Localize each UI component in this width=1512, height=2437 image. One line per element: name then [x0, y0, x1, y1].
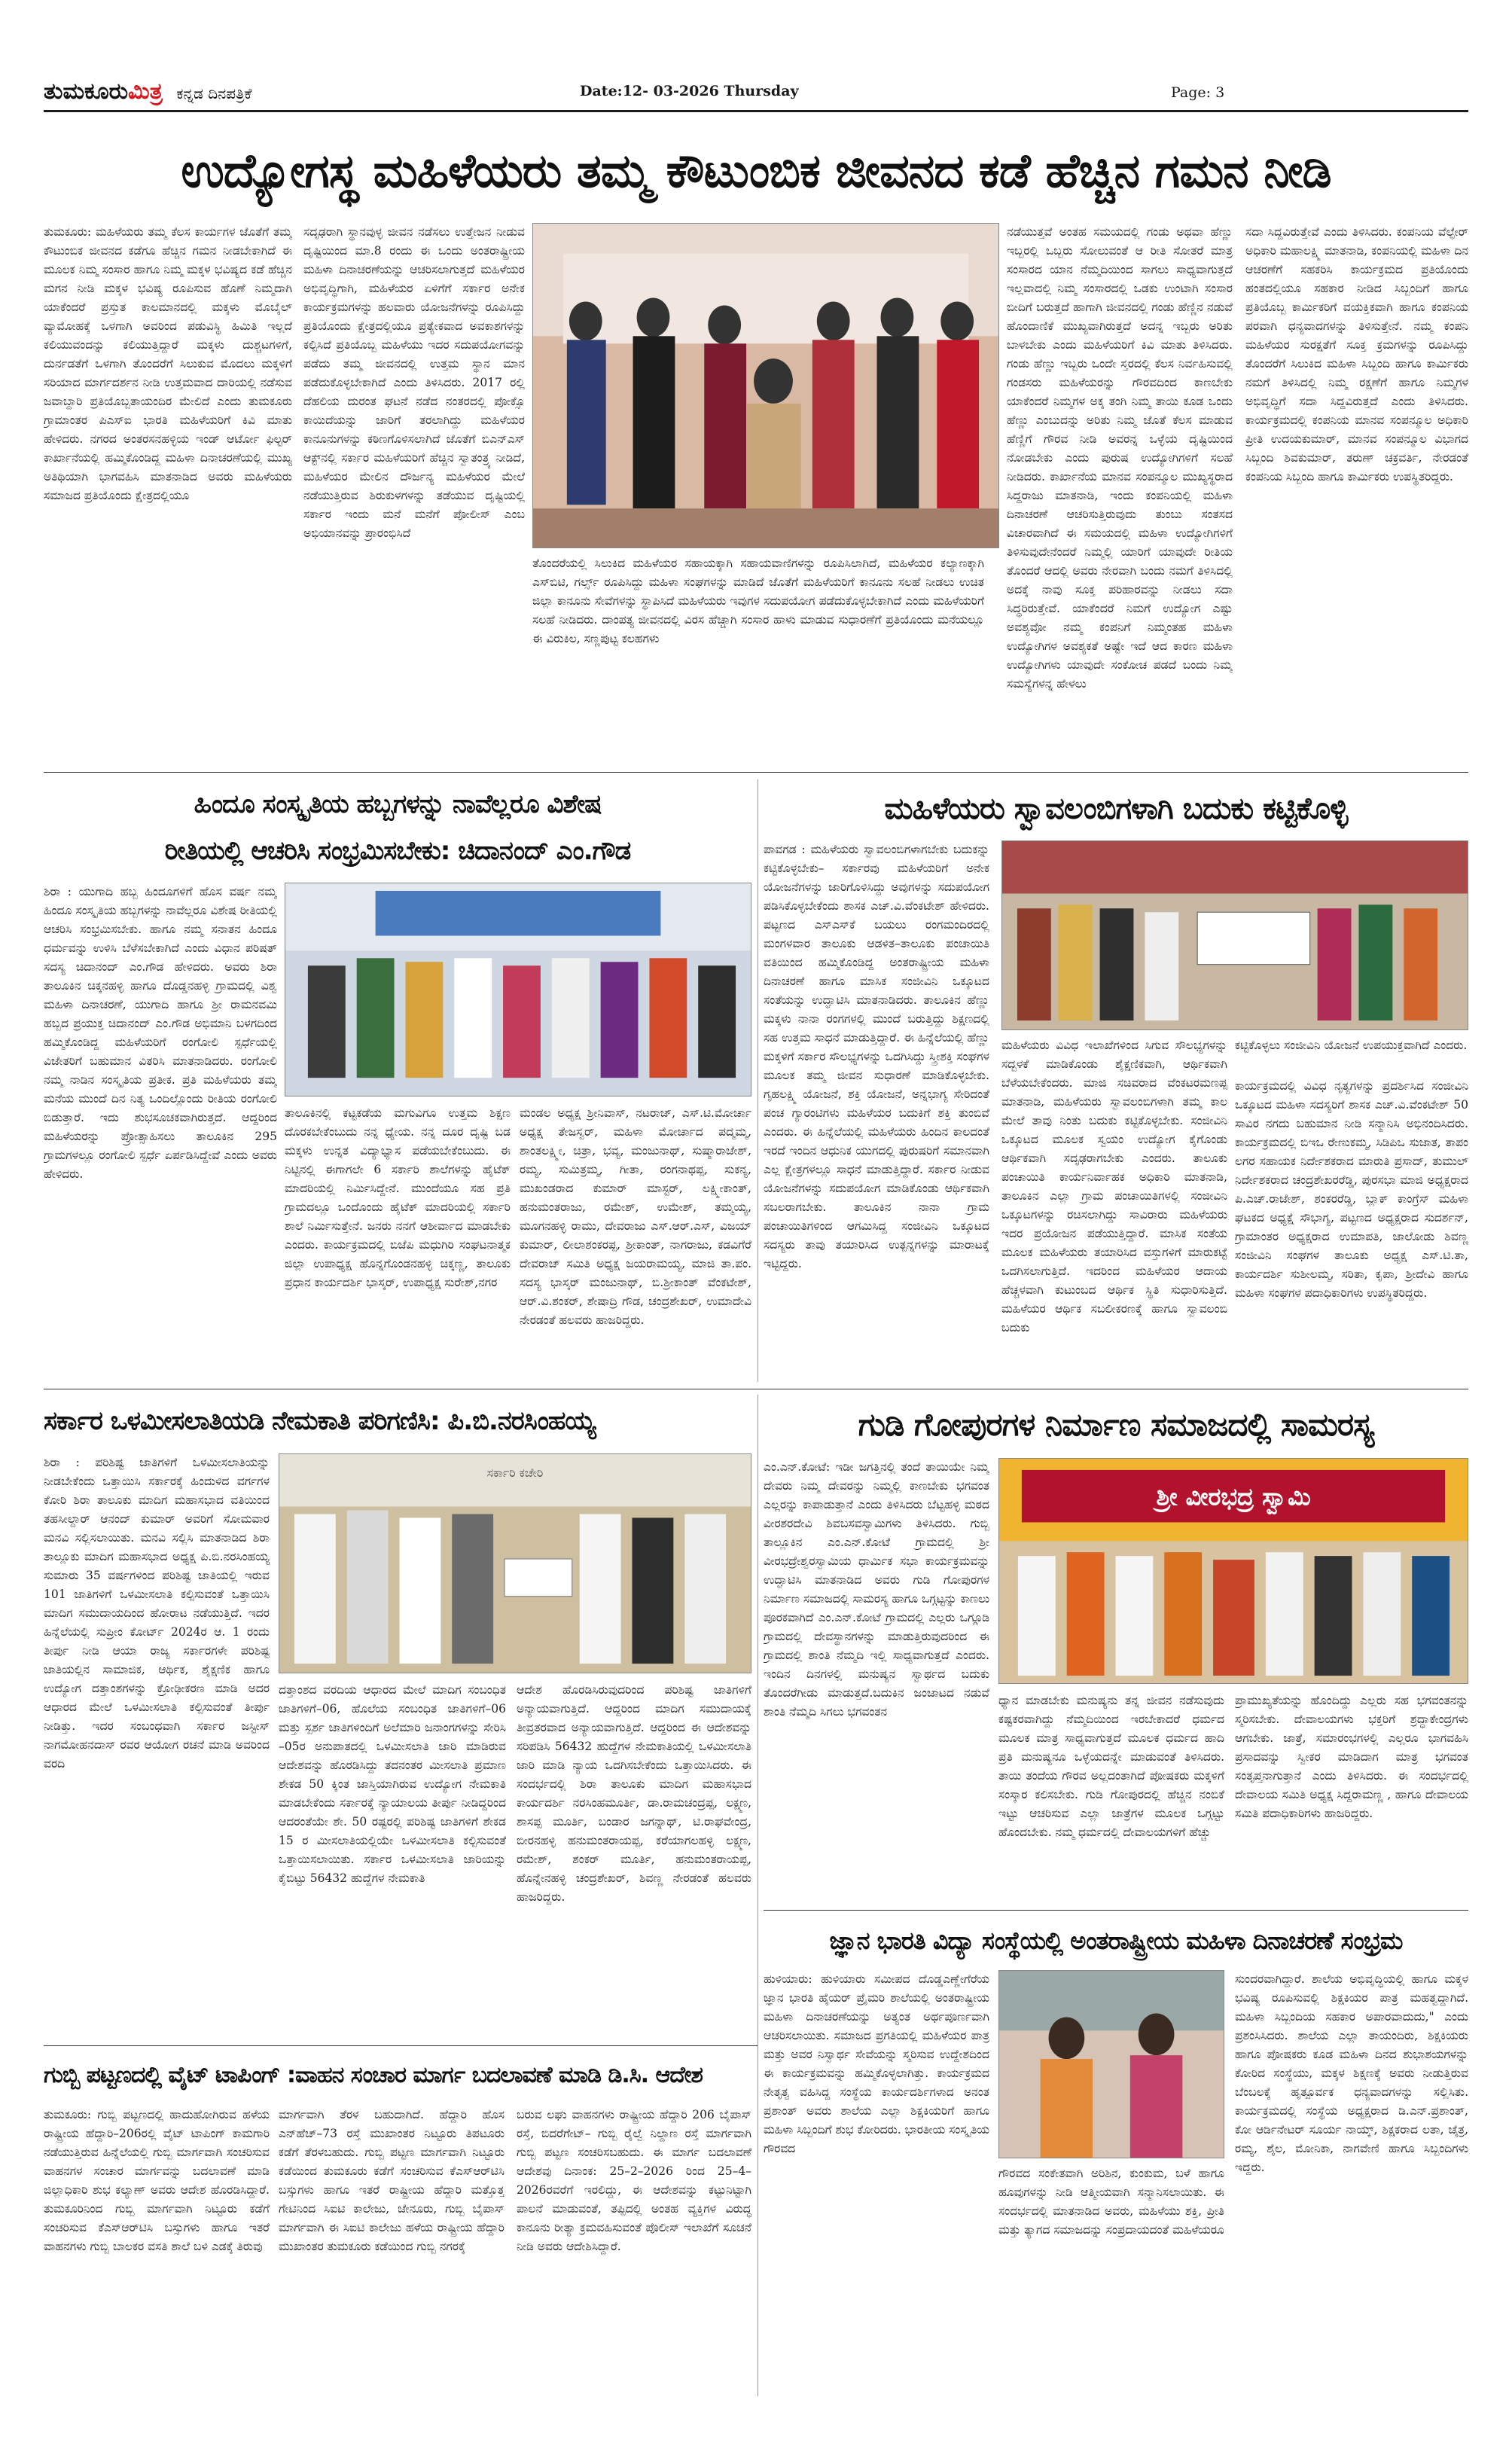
story7-photo-caption: ಗೌರವದ ಸಂಕೇತವಾಗಿ ಅರಿಶಿನ, ಕುಂಕುಮ, ಬಳೆ ಹಾಗೂ ಹೂವುಗಳನ್ನು ನೀಡಿ ಆತ್ಮೀಯವಾಗಿ ಸನ್ಮಾನಿಸಲಾಯಿತು. ಈ ಸಂದರ್ಭದಲ್ಲಿ ಮಾತನಾಡಿದ ಅವರು, ಮಹಿಳೆಯು ಶಕ್ತಿ, ಪ್ರೀತಿ ಮತ್ತು ತ್ಯಾಗದ ಸಮಾಜದನ್ನು ಸಂಪ್ರದಾಯದಂತೆ ಮಹಿಳೆಯರೂ — [998, 2167, 1224, 2237]
story3-photo — [1001, 840, 1468, 1030]
story1-photo — [532, 223, 999, 548]
story1-headline: ಉದ್ಯೋಗಸ್ಥ ಮಹಿಳೆಯರು ತಮ್ಮ ಕೌಟುಂಬಿಕ ಜೀವನದ ಕಡೆ ಹೆಚ್ಚಿನ ಗಮನ ನೀಡಿ — [181, 143, 1331, 198]
story1-col1: ತುಮಕೂರು: ಮಹಿಳೆಯರು ತಮ್ಮ ಕೆಲಸ ಕಾರ್ಯಗಳ ಜೊತೆಗೆ ತಮ್ಮ ಕೌಟುಂಬಿಕ ಜೀವನದ ಕಡೆಗೂ ಹೆಚ್ಚಿನ ಗಮನ ನೀಡಬೇಕಾಗಿದೆ ಈ ಮೂಲಕ ನಿಮ್ಮ ಸಂಸಾರ ಹಾಗೂ ನಿಮ್ಮ ಮಕ್ಕಳ ಭವಿಷ್ಯದ ಕಡೆ ಹೆಚ್ಚಿನ ಮಗನ ನೀಡಿ ಮಕ್ಕಳ ಭವಿಷ್ಯ ರೂಪಿಸುವ ಹೊಣೆ ನಿಮ್ಮದಾಗಿ ಯಾಕೆಂದರೆ ಪ್ರಸ್ತುತ ಕಾಲಮಾನದಲ್ಲಿ ಮಕ್ಕಳು ಮೊಬೈಲ್ ವ್ಯಾಮೋಹಕ್ಕೆ ಒಳಗಾಗಿ ಅವರಿಂದ ಪಡುವಿಸ್ಥಿ ಹಿಮಿತಿ ಇಲ್ಲದೆ ಕಲಿಯುವಂದನ್ನು ಕಲಿಯುತ್ತಿದ್ದಾರೆ ಮಕ್ಕಳು ದುಶ್ಚಟಗಳಿಗೆ, ದುರ್ನಡತೆಗೆ ಒಳಗಾಗಿ ತೊಂದರೆಗೆ ಸಿಲುಕುವ ಮೊದಲು ಮಕ್ಕಳಿಗೆ ಸರಿಯಾದ ಮಾರ್ಗದರ್ಶನ ನೀಡಿ ಉತ್ತಮವಾದ ದಾರಿಯಲ್ಲಿ ನಡೆಸುವ ಜವಾಬ್ದಾರಿ ಪ್ರತಿಯೊಬ್ಬತಾಯಂದಿರ ಮೇಲಿದೆ ಎಂದು ತುಮಕೂರು ಗ್ರಾಮಾಂತರ ಪಿಎಸ್‌ಐ ಭಾರತಿ ಮಹಿಳೆಯರಿಗೆ ಕಿವಿ ಮಾತು ಹೇಳಿದರು. ನಗರದ ಅಂತರಸನಹಳ್ಳಿಯ ಇಂಡ್ ಆರ್ಟೋ ಫಿಲ್ಟರ್ ಕಾರ್ಖಾನೆಯಲ್ಲಿ ಹಮ್ಮಿಕೊಂಡಿದ್ದ ಮಹಿಳಾ ದಿನಾಚರಣೆಯಲ್ಲಿ ಮುಖ್ಯ ಅತಿಥಿಯಾಗಿ ಭಾಗವಹಿಸಿ ಮಾತನಾಡಿದ ಅವರು ಮಹಿಳೆಯರು ಸಮಾಜದ ಪ್ರತಿಯೊಂದು ಕ್ಷೇತ್ರದಲ್ಲಿಯೂ — [44, 225, 292, 502]
story7-headline: ಜ್ಞಾನ ಭಾರತಿ ವಿದ್ಯಾ ಸಂಸ್ಥೆಯಲ್ಲಿ ಅಂತರಾಷ್ಟ್ರೀಯ ಮಹಿಳಾ ದಿನಾಚರಣೆ ಸಂಭ್ರಮ — [829, 1926, 1403, 1955]
story3-photo-caption: ಕಟ್ಟಿಕೊಳ್ಳಲು ಸಂಜೀವಿನಿ ಯೋಜನೆ ಉಪಯುಕ್ತವಾಗಿದೆ ಎಂದರು. — [1235, 1039, 1468, 1052]
story5-col2: ಧ್ಯಾನ ಮಾಡಬೇಕು ಮನುಷ್ಯನು ತನ್ನ ಜೀವನ ನಡೆಸುವುದು ಕಷ್ಟಕರವಾಗಿದ್ದು ನೆಮ್ಮದಿಯಿಂದ ಇರಬೇಕಾದರೆ ಧರ್ಮದ ಮೂಲಕ ಮಾತ್ರ ಸಾಧ್ಯವಾಗುತ್ತದೆ ಮೂಲಕ ಧರ್ಮದ ಹಾದಿ ಪ್ರತಿ ಮನುಷ್ಯನೂ ಒಳ್ಳೆಯದನ್ನೇ ಮಾಡುವಂತೆ ತಿಳಿಸಿದರು. ತಾಯಿ ತಂದೆಯ ಗೌರವ ಅಲ್ಲದಂತಾಗಿದೆ ಪೋಷಕರು ಮಕ್ಕಳಿಗೆ ಸಂಸ್ಕಾರ ಕಲಿಸಬೇಕು. ಗುಡಿ ಗೋಪುರದಲ್ಲಿ ಹೆಚ್ಚಿನ ನಂಬಿಕೆ ಇಟ್ಟು ಆಚರಿಸುವ ಎಲ್ಲಾ ಜಾತ್ರೆಗಳ ಮೂಲಕ ಒಗ್ಗಟ್ಟು ಹೊಂದಬೇಕು. ನಮ್ಮ ಧರ್ಮದಲ್ಲಿ ದೇವಾಲಯಗಳಿಗೆ ಹೆಚ್ಚು — [998, 1694, 1224, 1839]
story4-headline: ಸರ್ಕಾರ ಒಳಮೀಸಲಾತಿಯಡಿ ನೇಮಕಾತಿ ಪರಿಗಣಿಸಿ: ಪಿ.ಬಿ.ನರಸಿಂಹಯ್ಯ — [44, 1406, 596, 1436]
story1-divider — [44, 772, 1468, 773]
story5-col3: ಪ್ರಾಮುಖ್ಯತೆಯನ್ನು ಹೊಂದಿದ್ದು ಎಲ್ಲರು ಸಹ ಭಗವಂತನನ್ನು ಸ್ಮರಿಸಬೇಕು. ದೇವಾಲಯಗಳು ಭಕ್ತರಿಗೆ ಶ್ರದ್ಧಾಕೇಂದ್ರಗಳು ಆಗಬೇಕು. ಜಾತ್ರೆ, ಸಮಾರಂಭಗಳಲ್ಲಿ ಎಲ್ಲರೂ ಭಾಗವಹಿಸಿ ಪ್ರಸಾದವನ್ನು ಸ್ವೀಕರ ಮಾಡಿದಾಗ ಮಾತ್ರ ಭಗವಂತ ಸಂತೃಪ್ತನಾಗುತ್ತಾನೆ ಎಂದು ತಿಳಿಸಿದರು. ಈ ಸಂದರ್ಭದಲ್ಲಿ ದೇವಾಲಯ ಸಮಿತಿ ಅಧ್ಯಕ್ಷ ಸಿದ್ದರಾಮಣ್ಣ , ಹಾಗೂ ದೇವಾಲಯ ಸಮಿತಿ ಪದಾಧಿಕಾರಿಗಳು ಹಾಜರಿದ್ದರು. — [1235, 1694, 1468, 1820]
story6-col3: ಬರುವ ಲಘು ವಾಹನಗಳು ರಾಷ್ಟ್ರೀಯ ಹೆದ್ದಾರಿ 206 ಬೈಪಾಸ್ ರಸ್ತೆ, ಬಿದರೆಗೇಟ್– ಗುಬ್ಬಿ ರೈಲ್ವೆ ನಿಲ್ದಾಣ ರಸ್ತೆ ಮಾರ್ಗವಾಗಿ ಗುಬ್ಬಿ ಪಟ್ಟಣ ಸಂಚರಿಸಬಹುದು. ಈ ಮಾರ್ಗ ಬದಲಾವಣೆ ಆದೇಶವು ದಿನಾಂಕ: 25–2–2026 ರಿಂದ 25–4–2026ರವರೆಗೆ ಇರಲಿದ್ದು, ಈ ಆದೇಶವನ್ನು ಕಟ್ಟುನಿಟ್ಟಾಗಿ ಪಾಲನೆ ಮಾಡುವಂತೆ, ತಪ್ಪಿದಲ್ಲಿ ಅಂತಹ ವ್ಯಕ್ತಿಗಳ ವಿರುದ್ಧ ಕಾನೂನು ರೀತ್ಯಾ ಕ್ರಮವಹಿಸುವಂತೆ ಪೊಲೀಸ್ ಇಲಾಖೆಗೆ ಸೂಚನೆ ನೀಡಿ ಅವರು ಆದೇಶಿಸಿದ್ದಾರೆ. — [517, 2108, 751, 2253]
photo-banner-text: ಶ್ರೀ ವೀರಭದ್ರ ಸ್ವಾಮಿ — [1156, 1482, 1311, 1511]
story4-col3: ಆದೇಶ ಹೊರಡಿಸಿರುವುದರಿಂದ ಪರಿಶಿಷ್ಟ ಜಾತಿಗಳಿಗೆ ಅನ್ಯಾಯವಾಗುತ್ತಿದೆ. ಆದ್ದರಿಂದ ಮಾದಿಗ ಸಮುದಾಯಕ್ಕೆ ತೀವ್ರತರವಾದ ಅನ್ಯಾಯವಾಗುತ್ತಿದೆ. ಆದ್ದರಿಂದ ಈ ಆದೇಶವನ್ನು ಸರಿಪಡಿಸಿ 56432 ಹುದ್ದೆಗಳ ನೇಮಕಾತಿಯಲ್ಲಿ ಒಳಮೀಸಲಾತಿ ಜಾರಿ ಮಾಡಿ ನ್ಯಾಯ ಒದಗಿಸಬೇಕೆಂದು ಒತ್ತಾಯಿಸಿದರು. ಈ ಸಂದರ್ಭದಲ್ಲಿ ಶಿರಾ ತಾಲೂಕು ಮಾದಿಗ ಮಹಾಸಭಾದ ಕಾರ್ಯದರ್ಶಿ ನರಸಿಂಹಮೂರ್ತಿ, ಡಾ.ರಾಮಚಂದ್ರಪ್ಪ, ಲಕ್ಷ್ಮಣ, ಶಾಸಪ್ಪ ಮೂರ್ತಿ, ಬಂಡಾರ ಜಗನ್ನಾಥ್, ಟಿ.ರಾಘವೇಂದ್ರ, ಬೀರನಹಳ್ಳಿ ಹನುಮಂತರಾಯಪ್ಪ, ಕರೆಯಾಗಲಹಳ್ಳಿ ಲಕ್ಷ್ಮಣ, ರಮೇಶ್, ಶಂಕರ್ ಮೂರ್ತಿ, ಹನುಮಂತರಾಯಪ್ಪ, ಹೊನ್ನೇನಹಳ್ಳಿ ಚಂದ್ರಶೇಖರ್, ಶಿವಣ್ಣ ನೇರಡಂತೆ ಹಲವರು ಹಾಜರಿದ್ದರು. — [517, 1683, 751, 1904]
header-rule — [44, 110, 1468, 112]
story6-col1: ತುಮಕೂರು: ಗುಬ್ಬಿ ಪಟ್ಟಣದಲ್ಲಿ ಹಾದುಹೋಗಿರುವ ಹಳೆಯ ರಾಷ್ಟ್ರೀಯ ಹೆದ್ದಾರಿ–206ರಲ್ಲಿ ವೈಟ್ ಟಾಪಿಂಗ್ ಕಾಮಗಾರಿ ನಡೆಯುತ್ತಿರುವ ಹಿನ್ನೆಲೆಯಲ್ಲಿ ಗುಬ್ಬಿ ಮಾರ್ಗವಾಗಿ ಸಂಚರಿಸುವ ವಾಹನಗಳ ಸಂಚಾರ ಮಾರ್ಗವನ್ನು ಬದಲಾವಣೆ ಮಾಡಿ ಜಿಲ್ಲಾಧಿಕಾರಿ ಶುಭ ಕಲ್ಯಾಣ್ ಅವರು ಆದೇಶ ಹೊರಡಿಸಿದ್ದಾರೆ. ತುಮಕೂರಿನಿಂದ ಗುಬ್ಬಿ ಮಾರ್ಗವಾಗಿ ನಿಟ್ಟೂರು ಕಡೆಗೆ ಸಂಚರಿಸುವ ಕೆಎಸ್‌ಆರ್‌ಟಿಸಿ ಬಸ್ಸುಗಳು ಹಾಗೂ ಇತರೆ ವಾಹನಗಳು ಗುಬ್ಬಿ ಬಾಲಕರ ವಸತಿ ಶಾಲೆ ಬಳಿ ಎಡಕ್ಕೆ ತಿರುವು — [44, 2108, 270, 2253]
story6-headline: ಗುಬ್ಬಿ ಪಟ್ಟಣದಲ್ಲಿ ವೈಟ್ ಟಾಪಿಂಗ್ :ವಾಹನ ಸಂಚಾರ ಮಾರ್ಗ ಬದಲಾವಣೆ ಮಾಡಿ ಡಿ.ಸಿ. ಆದೇಶ — [44, 2062, 703, 2088]
story3-col1: ಪಾವಗಡ : ಮಹಿಳೆಯರು ಸ್ವಾವಲಂಬಿಗಳಾಗಬೇಕು ಬದುಕನ್ನು ಕಟ್ಟಿಕೊಳ್ಳಬೇಕು– ಸರ್ಕಾರವು ಮಹಿಳೆಯರಿಗೆ ಅನೇಕ ಯೋಜನೆಗಳನ್ನು ಜಾರಿಗೊಳಿಸಿದ್ದು ಅವುಗಳನ್ನು ಸದುಪಯೋಗ ಪಡಿಸಿಕೊಳ್ಳಬೇಕೆಂದು ಶಾಸಕ ಎಚ್.ವಿ.ವೆಂಕಟೇಶ್ ಹೇಳಿದರು. ಪಟ್ಟಣದ ಎಸ್‌ಎಸ್‌ಕೆ ಬಯಲು ರಂಗಮಂದಿರದಲ್ಲಿ ಮಂಗಳವಾರ ತಾಲೂಕು ಆಡಳಿತ–ತಾಲೂಕು ಪಂಚಾಯಿತಿ ವತಿಯಿಂದ ಹಮ್ಮಿಕೊಂಡಿದ್ದ ಅಂತರಾಷ್ಟ್ರೀಯ ಮಹಿಳಾ ದಿನಾಚರಣೆ ಹಾಗೂ ಮಾಸಿಕ ಸಂಜೀವಿನಿ ಒಕ್ಕೂಟದ ಸಂತೆಯನ್ನು ಉದ್ಘಾಟಿಸಿ ಮಾತನಾಡಿದರು. ತಾಲೂಕಿನ ಹೆಣ್ಣು ಮಕ್ಕಳು ನಾನಾ ರಂಗಗಳಲ್ಲಿ ಮುಂದೆ ಬರುತ್ತಿದ್ದು ಶಿಕ್ಷಣದಲ್ಲಿ ಸಹ ಉತ್ತಮ ಸಾಧನೆ ಮಾಡುತ್ತಿದ್ದಾರೆ. ಈ ಹಿನ್ನೆಲೆಯಲ್ಲಿ ಹೆಣ್ಣು ಮಕ್ಕಳಿಗೆ ಸರ್ಕಾರ ಸೌಲಭ್ಯಗಳನ್ನು ಒದಗಿಸಿದ್ದು ಸ್ತ್ರೀಶಕ್ತಿ ಸಂಘಗಳ ಮೂಲಕ ತಮ್ಮ ಜೀವನ ಸುಧಾರಣೆ ಮಾಡಿಕೊಳ್ಳಬೇಕು. ಗೃಹಲಕ್ಷ್ಮಿ ಯೋಜನೆ, ಶಕ್ತಿ ಯೋಜನೆ, ಅನ್ನಭಾಗ್ಯ ಸೇರಿದಂತೆ ಪಂಚ ಗ್ಯಾರಂಟಿಗಳು ಮಹಿಳೆಯರ ಬದುಕಿಗೆ ಶಕ್ತಿ ತುಂಬಿವೆ ಎಂದರು. ಈ ಹಿನ್ನೆಲೆಯಲ್ಲಿ ಮಹಿಳೆಯರು ಹಿಂದಿನ ಕಾಲದಂತೆ ಇರದೆ ಇಂದಿನ ಆಧುನಿಕ ಯುಗದಲ್ಲಿ ಪುರುಷರಿಗೆ ಸಮಾನವಾಗಿ ಎಲ್ಲ ಕ್ಷೇತ್ರಗಳಲ್ಲೂ ಸಾಧನೆ ಮಾಡುತ್ತಿದ್ದಾರೆ. ಸರ್ಕಾರ ನೀಡುವ ಯೋಜನೆಗಳನ್ನು ಸದುಪಯೋಗ ಮಾಡಿಕೊಂಡು ಆರ್ಥಿಕವಾಗಿ ಸಬಲರಾಗಬೇಕು. ತಾಲೂಕಿನ ನಾನಾ ಗ್ರಾಮ ಪಂಚಾಯಿತಿಗಳಿಂದ ಆಗಮಿಸಿದ್ದ ಸಂಜೀವಿನಿ ಒಕ್ಕೂಟದ ಸದಸ್ಯರು ತಾವು ತಯಾರಿಸಿದ ಉತ್ಪನ್ನಗಳನ್ನು ಮಾರಾಟಕ್ಕೆ ಇಟ್ಟಿದ್ದರು. — [764, 843, 989, 1270]
story4-photo — [279, 1453, 751, 1673]
masthead-name: ತುಮಕೂರು — [44, 78, 129, 105]
masthead-name-accent: ಮಿತ್ರ — [128, 78, 163, 105]
story5-col1: ಎಂ.ಎನ್.ಕೋಟೆ: ಇಡೀ ಜಗತ್ತಿನಲ್ಲಿ ತಂದೆ ತಾಯಿಯೇ ನಿಮ್ಮ ದೇವರು ನಿಮ್ಮ ದೇವರನ್ನು ನಿಮ್ಮಲ್ಲಿ ಕಾಣಬೇಕು ಭಗವಂತ ಎಲ್ಲರನ್ನು ಕಾಪಾಡುತ್ತಾನೆ ಎಂದು ತಿಳಿಸಿದರು ಬೆಟ್ಟಹಳ್ಳಿ ಮಠದ ವೀರಶರದೇವಿ ಶಿವಬಸವಸ್ವಾಮಿಗಳು ತಿಳಿಸಿದರು. ಗುಬ್ಬಿ ತಾಲ್ಲೂಕಿನ ಎಂ.ಎನ್.ಕೋಟೆ ಗ್ರಾಮದಲ್ಲಿ ಶ್ರೀ ವೀರಭದ್ರೇಶ್ವರಸ್ವಾಮಿಯ ಧಾರ್ಮಿಕ ಸಭಾ ಕಾರ್ಯಕ್ರಮವನ್ನು ಉದ್ಘಾಟಿಸಿ ಮಾತನಾಡಿದ ಅವರು ಗುಡಿ ಗೋಪುರಗಳ ನಿರ್ಮಾಣ ಸಮಾಜದಲ್ಲಿ ಸಾಮರಸ್ಯ ಹಾಗೂ ಒಗ್ಗಟ್ಟನ್ನು ಕಾಣಲು ಪೂರಕವಾಗಿದೆ ಎಂ.ಎನ್.ಕೋಟೆ ಗ್ರಾಮದಲ್ಲಿ ಎಲ್ಲರು ಒಗ್ಗೂಡಿ ಗ್ರಾಮದಲ್ಲಿ ದೇವಸ್ಥಾನಗಳನ್ನು ಮಾಡುತ್ತಿರುವುದರಿಂದ ಈ ಗ್ರಾಮದಲ್ಲಿ ಶಾಂತಿ ನೆಮ್ಮದಿ ಇಲ್ಲಿ ಸಾಧ್ಯವಾಗುತ್ತದೆ ಎಂದರು. ಇಂದಿನ ದಿನಗಳಲ್ಲಿ ಮನುಷ್ಯನ ಸ್ವಾರ್ಥದ ಬದುಕು ತೊಂದರೆಗೀಡು ಮಾಡುತ್ತದೆ.ಬದುಕಿನ ಜಂಜಾಟದ ನಡುವೆ ಶಾಂತಿ ನೆಮ್ಮದಿ ಸಿಗಲು ಭಗವಂತನ — [764, 1460, 989, 1719]
story2-photo — [285, 883, 751, 1096]
story3-col2: ಮಹಿಳೆಯರು ವಿವಿಧ ಇಲಾಖೆಗಳಿಂದ ಸಿಗುವ ಸೌಲಭ್ಯಗಳನ್ನು ಸದ್ಬಳಕೆ ಮಾಡಿಕೊಂಡು ಶೈಕ್ಷಣಿಕವಾಗಿ, ಆರ್ಥಿಕವಾಗಿ ಬೆಳೆಯಬೇಕೆಂದರು. ಮಾಜಿ ಸಚಿವರಾದ ವೆಂಕಟರಮಣಪ್ಪ ಮಾತನಾಡಿ, ಮಹಿಳೆಯರು ಸ್ವಾವಲಂಬಿಗಳಾಗಿ ತಮ್ಮ ಕಾಲ ಮೇಲೆ ತಾವು ನಿಂತು ಬದುಕು ಕಟ್ಟಿಕೊಳ್ಳಬೇಕು. ಸಂಜೀವಿನಿ ಒಕ್ಕೂಟದ ಮೂಲಕ ಸ್ವಯಂ ಉದ್ಯೋಗ ಕೈಗೊಂಡು ಆರ್ಥಿಕವಾಗಿ ಸದೃಢರಾಗಬೇಕು ಎಂದರು. ತಾಲೂಕು ಪಂಚಾಯಿತಿ ಕಾರ್ಯನಿರ್ವಾಹಕ ಅಧಿಕಾರಿ ಮಾತನಾಡಿ, ತಾಲೂಕಿನ ಎಲ್ಲಾ ಗ್ರಾಮ ಪಂಚಾಯಿತಿಗಳಲ್ಲಿ ಸಂಜೀವಿನಿ ಒಕ್ಕೂಟಗಳನ್ನು ರಚಿಸಲಾಗಿದ್ದು ಸಾವಿರಾರು ಮಹಿಳೆಯರು ಇದರ ಪ್ರಯೋಜನ ಪಡೆಯುತ್ತಿದ್ದಾರೆ. ಮಾಸಿಕ ಸಂತೆಯ ಮೂಲಕ ಮಹಿಳೆಯರು ತಯಾರಿಸಿದ ವಸ್ತುಗಳಿಗೆ ಮಾರುಕಟ್ಟೆ ಒದಗಿಸಲಾಗುತ್ತಿದೆ. ಇದರಿಂದ ಮಹಿಳೆಯರ ಆದಾಯ ಹೆಚ್ಚಳವಾಗಿ ಕುಟುಂಬದ ಆರ್ಥಿಕ ಸ್ಥಿತಿ ಸುಧಾರಿಸುತ್ತಿದೆ. ಮಹಿಳೆಯರ ಆರ್ಥಿಕ ಸಬಲೀಕರಣಕ್ಕೆ ಹಾಗೂ ಸ್ವಾವಲಂಬಿ ಬದುಕು — [1001, 1039, 1227, 1334]
story3-col3: ಕಾರ್ಯಕ್ರಮದಲ್ಲಿ ವಿವಿಧ ನೃತ್ಯಗಳನ್ನು ಪ್ರದರ್ಶಿಸಿದ ಸಂಜೀವಿನಿ ಒಕ್ಕೂಟದ ಮಹಿಳಾ ಸದಸ್ಯರಿಗೆ ಶಾಸಕ ಎಚ್.ವಿ.ವೆಂಕಟೇಶ್ 50 ಸಾವಿರ ನಗದು ಬಹುಮಾನ ನೀಡಿ ಸನ್ಮಾನಿಸಿ ಅಭಿನಂದಿಸಿದರು. ಕಾರ್ಯಕ್ರಮದಲ್ಲಿ ಬಿಇಒ ರೇಣುಕಮ್ಮ, ಸಿಡಿಪಿಒ ಸುಜಾತ, ತಾಪಂ ಲಗರ ಸಹಾಯಕ ನಿರ್ದೇಶಕರಾದ ಮಾರುತಿ ಪ್ರಸಾದ್, ತುಮುಲ್ ನಿರ್ದೇಶಕರಾದ ಚಂದ್ರಶೇಖರರೆಡ್ಡಿ, ಪುರಸಭಾ ಮಾಜಿ ಅಧ್ಯಕ್ಷರಾದ ಪಿ.ಎಚ್.ರಾಜೇಶ್, ಶಂಕರರೆಡ್ಡಿ, ಬ್ಲಾಕ್ ಕಾಂಗ್ರೆಸ್ ಮಹಿಳಾ ಘಟಕದ ಅಧ್ಯಕ್ಷೆ ಸೌಭಾಗ್ಯ, ಪಟ್ಟಣದ ಅಧ್ಯಕ್ಷರಾದ ಸುದರ್ಶನ್, ಗ್ರಾಮಾಂತರ ಅಧ್ಯಕ್ಷರಾದ ಉಮಾಪತಿ, ಜಾಲೋಡು ಶಿವಣ್ಣ ಸಂಜೀವಿನಿ ಸಂಘಗಳ ತಾಲೂಕು ಅಧ್ಯಕ್ಷ ಎಸ್.ಟಿ.ತಾ, ಕಾರ್ಯದರ್ಶಿ ಸುಶೀಲಮ್ಮ, ಸರಿತಾ, ಕೃಪಾ, ಶ್ರೀದೇವಿ ಹಾಗೂ ಮಹಿಳಾ ಸಂಘಗಳ ಪದಾಧಿಕಾರಿಗಳು ಉಪಸ್ಥಿತರಿದ್ದರು. — [1235, 1079, 1468, 1300]
story5-photo — [998, 1458, 1468, 1684]
story1-col5: ಸದಾ ಸಿದ್ದವಿರುತ್ತೇವೆ ಎಂದು ತಿಳಿಸಿದರು. ಕಂಪನಿಯ ವೆಲ್ಫೇರ್ ಅಧಿಕಾರಿ ಮಹಾಲಕ್ಷ್ಮಿ ಮಾತನಾಡಿ, ಕಂಪನಿಯಲ್ಲಿ ಮಹಿಳಾ ದಿನ ಆಚರಣೆಗೆ ಸಹಕರಿಸಿ ಕಾರ್ಯಕ್ರಮದ ಪ್ರತಿಯೊಂದು ಹಂತದಲ್ಲಿಯೂ ಸಹಕಾರ ನೀಡಿದ ಸಿಬ್ಬಂದಿಗೆ ಹಾಗೂ ಪ್ರತಿಯೊಬ್ಬ ಕಾರ್ಮಿಕರಿಗೆ ವಯಕ್ತಿಕವಾಗಿ ಹಾಗೂ ಕಂಪನಿಯ ಪರವಾಗಿ ಧನ್ಯವಾದಗಳನ್ನು ತಿಳಿಸುತ್ತೇನೆ. ನಮ್ಮ ಕಂಪನಿ ಮಹಿಳೆಯರ ಸುರಕ್ಷತೆಗೆ ಸೂಕ್ತ ಕ್ರಮಗಳನ್ನು ರೂಪಿಸಿದ್ದು ತೊಂದರೆಗೆ ಸಿಲುಕಿದ ಮಹಿಳಾ ಸಿಬ್ಬಂದಿ ಹಾಗೂ ಕಾರ್ಮಿಕರು ನಮಗೆ ತಿಳಿಸಿದಲ್ಲಿ ನಿಮ್ಮ ರಕ್ಷಣೆಗೆ ಹಾಗೂ ನಿಮ್ಮಗಳ ಅಭಿವೃದ್ಧಿಗೆ ಸದಾ ಸಿದ್ದವಿರುತ್ತದೆ ಎಂದು ತಿಳಿಸಿದರು. ಕಾರ್ಯಕ್ರಮದಲ್ಲಿ ಕಂಪನಿಯ ಮಾನವ ಸಂಪನ್ಮೂಲ ಅಧಿಕಾರಿ ಪ್ರೀತಿ ಉದಯಕುಮಾರ್, ಮಾನವ ಸಂಪನ್ಮೂಲ ವಿಭಾಗದ ಸಿಬ್ಬಂದಿ ಶಿವಕುಮಾರ್, ತರುಣ್ ಚಕ್ರವರ್ತಿ, ನೇರಡಂತೆ ಕಂಪನಿಯ ಸಿಬ್ಬಂದಿ ಹಾಗೂ ಕಾರ್ಮಿಕರು ಉಪಸ್ಥಿತರಿದ್ದರು. — [1245, 225, 1468, 483]
story1-col2: ಸದೃಢರಾಗಿ ಸ್ಥಾನವುಳ್ಳ ಜೀವನ ನಡೆಸಲು ಉತ್ತೇಜನ ನೀಡುವ ದೃಷ್ಟಿಯಿಂದ ಮಾ.8 ರಂದು ಈ ಒಂದು ಅಂತರಾಷ್ಟ್ರೀಯ ಮಹಿಳಾ ದಿನಾಚರಣೆಯನ್ನು ಆಚರಿಸಲಾಗುತ್ತದೆ ಮಹಿಳೆಯರ ಅಭಿವೃದ್ಧಿಗಾಗಿ, ಮಹಿಳೆಯರ ಏಳಿಗೆಗೆ ಸರ್ಕಾರ ಅನೇಕ ಕಾರ್ಯಕ್ರಮಗಳನ್ನು ಹಲವಾರು ಯೋಜನೆಗಳನ್ನು ರೂಪಿಸಿದ್ದು ಪ್ರತಿಯೊಂದು ಕ್ಷೇತ್ರದಲ್ಲಿಯೂ ಪ್ರತ್ಯೇಕವಾದ ಅವಕಾಶಗಳನ್ನು ಕಲ್ಪಿಸಿದೆ ಪ್ರತಿಯೊಬ್ಬ ಮಹಿಳೆಯು ಇದರ ಸದುಪಯೋಗವನ್ನು ಪಡೆದು ತಮ್ಮ ಜೀವನದಲ್ಲಿ ಉತ್ತಮ ಸ್ಥಾನ ಮಾನ ಪಡೆದುಕೊಳ್ಳಬೇಕಾಗಿದೆ ಎಂದು ತಿಳಿಸಿದರು. 2017 ರಲ್ಲಿ ದೆಹಲಿಯ ದುರಂತ ಘಟನೆ ನಡೆದ ನಂತರದಲ್ಲಿ ಪೋಕ್ಸೊ ಕಾಯಿದೆಯನ್ನು ಜಾರಿಗೆ ತರಲಾಗಿದ್ದು ಮಹಿಳೆಯರ ಕಾನೂನುಗಳನ್ನು ಕಠಿಣಗೊಳಿಸಲಾಗಿದೆ ಜೊತೆಗೆ ಬಿಎನ್‌ಎಸ್ ಆಕ್ಟ್‌ನಲ್ಲಿ ಸರ್ಕಾರ ಮಹಿಳೆಯರಿಗೆ ಹೆಚ್ಚಿನ ಸ್ವಾತಂತ್ರ್ಯ ನೀಡಿದೆ, ಮಹಿಳೆಯರ ಮೇಲಿನ ದೌರ್ಜನ್ಯ ಮಹಿಳೆಯರ ಮೇಲೆ ನಡೆಯುತ್ತಿರುವ ಶಿರುಕುಳಗಳನ್ನು ತಡೆಯುವ ದೃಷ್ಟಿಯಲ್ಲಿ ಸರ್ಕಾರ ಇಂದು ಮನೆ ಮನೆಗೆ ಪೋಲೀಸ್ ಎಂಬ ಅಭಿಯಾನವನ್ನು ಪ್ರಾರಂಭಿಸಿದೆ — [303, 225, 525, 540]
story4-divider — [44, 2045, 758, 2046]
story4-col2: ದತ್ತಾಂಶದ ವರದಿಯ ಆಧಾರದ ಮೇಲೆ ಮಾದಿಗ ಸಂಬಂಧಿತ ಜಾತಿಗಳಿಗೆ–06, ಹೊಲೆಯ ಸಂಬಂಧಿತ ಜಾತಿಗಳಿಗೆ–06 ಮತ್ತು ಸ್ಪರ್ಶ ಜಾತಿಗಳಿಂದಿಗೆ ಅಲೆಮಾರಿ ಜನಾಂಗಗಳನ್ನು ಸೇರಿಸಿ –05ರ ಅನುಪಾತದಲ್ಲಿ ಒಳಮೀಸಲಾತಿ ಜಾರಿ ಮಾಡಿರುವ ಆದೇಶವನ್ನು ಹೊರಡಿಸಿದ್ದು ತದನಂತರ ಮೀಸಲಾತಿ ಪ್ರಮಾಣ ಶೇಕಡ 50 ಕ್ಕಿಂತ ಜಾಸ್ತಿಯಾಗಿರುವ ಉದ್ಯೋಗ ನೇಮಕಾತಿ ಮಾಡಬೇಕೆಂದು ಸರ್ಕಾರಕ್ಕೆ ನ್ಯಾಯಾಲಯ ತೀರ್ಪು ನೀಡಿದ್ದರಿಂದ ಆದರಂತೆಯೇ ಶೇ. 50 ರಷ್ಟರಲ್ಲಿ ಪರಿಶಿಷ್ಟ ಜಾತಿಗಳಿಗೆ ಶೇಕಡ 15 ರ ಮೀಸಲಾತಿಯಲ್ಲಿಯೇ ಒಳಮೀಸಲಾತಿ ಕಲ್ಪಿಸುವಂತೆ ಒತ್ತಾಯಿಸಲಾಯಿತು. ಸರ್ಕಾರ ಒಳಮೀಸಲಾತಿ ಜಾರಿಯನ್ನು ಕೈಬಿಟ್ಟು 56432 ಹುದ್ದೆಗಳ ನೇಮಕಾತಿ — [279, 1683, 506, 1885]
story6-col2: ಮಾರ್ಗವಾಗಿ ತೆರಳ ಬಹುದಾಗಿದೆ. ಹೆದ್ದಾರಿ ಹೊಸ ಎನ್‌ಹೆಚ್–73 ರಸ್ತೆ ಮುಖಾಂತರ ನಿಟ್ಟೂರು ತಿಪಟೂರು ಕಡೆಗೆ ತೆರಳಬಹುದು. ಗುಬ್ಬಿ ಪಟ್ಟಣ ಮಾರ್ಗವಾಗಿ ನಿಟ್ಟೂರು ಕಡೆಯಿಂದ ತುಮಕೂರು ಕಡೆಗೆ ಸಂಚರಿಸುವ ಕೆಎಸ್‌ಆರ್‌ಟಿಸಿ ಬಸ್ಸುಗಳು ಹಾಗೂ ಇತರೆ ರಾಷ್ಟ್ರೀಯ ಹೆದ್ದಾರಿ ಮತ್ತೊತ್ತ ಗೇಟಿನಿಂದ ಸಿಐಟಿ ಕಾಲೇಜು, ಜೇನೂರು, ಗುಬ್ಬಿ ಬೈಪಾಸ್ ಮಾರ್ಗವಾಗಿ ಈ ಸಿಐಟಿ ಕಾಲೇಜು ಹಳೆಯ ರಾಷ್ಟ್ರೀಯ ಹೆದ್ದಾರಿ ಮುಖಾಂತರ ತುಮಕೂರು ಕಡೆಯಿಂದ ಗುಬ್ಬಿ ನಗರಕ್ಕೆ — [279, 2108, 505, 2253]
masthead-tagline: ಕನ್ನಡ ದಿನಪತ್ರಿಕೆ — [176, 84, 252, 102]
story4-col1: ಶಿರಾ : ಪರಿಶಿಷ್ಟ ಜಾತಿಗಳಿಗೆ ಒಳಮೀಸಲಾತಿಯನ್ನು ನೀಡಬೇಕೆಂದು ಒತ್ತಾಯಿಸಿ ಸರ್ಕಾರಕ್ಕೆ ಹಿಂದುಳಿದ ವರ್ಗಗಳ ಕೋರಿ ಶಿರಾ ತಾಲೂಕು ಮಾದಿಗ ಮಹಾಸಭಾದ ವತಿಯಿಂದ ತಹಸೀಲ್ದಾರ್ ಆನಂದ್ ಕುಮಾರ್ ಅವರಿಗೆ ಸೋಮವಾರ ಮನವಿ ಸಲ್ಲಿಸಲಾಯಿತು. ಮನವಿ ಸಲ್ಲಿಸಿ ಮಾತನಾಡಿದ ಶಿರಾ ತಾಲ್ಲೂಕು ಮಾದಿಗ ಮಹಾಸಭಾದ ಅಧ್ಯಕ್ಷ ಪಿ.ಬಿ.ನರಸಿಂಹಯ್ಯ ಸುಮಾರು 35 ವರ್ಷಗಳಿಂದ ಪರಿಶಿಷ್ಟ ಜಾತಿಯಲ್ಲಿ ಇರುವ 101 ಜಾತಿಗಳಿಗೆ ಒಳಮೀಸಲಾತಿ ಕಲ್ಪಿಸುವಂತೆ ಒತ್ತಾಯಿಸಿ ಮಾದಿಗ ಸಮುದಾಯದಿಂದ ಹೋರಾಟ ನಡೆಯುತ್ತಿದೆ. ಇದರ ಹಿನ್ನೆಲೆಯಲ್ಲಿ ಸುಪ್ರೀಂ ಕೋರ್ಟ್ 2024ರ ಆ. 1 ರಂದು ತೀರ್ಪು ನೀಡಿ ಆಯಾ ರಾಜ್ಯ ಸರ್ಕಾರಗಳೇ ಪರಿಶಿಷ್ಟ ಜಾತಿಯಲ್ಲಿನ ಸಾಮಾಜಿಕ, ಆರ್ಥಿಕ, ಶೈಕ್ಷಣಿಕ ಹಾಗೂ ಉದ್ಯೋಗ ದತ್ತಾಂಶಗಳನ್ನು ಕ್ರೋಢೀಕರಣ ಮಾಡಿ ಅದರ ಆಧಾರದ ಮೇಲೆ ಒಳಮೀಸಲಾತಿ ಕಲ್ಪಿಸುವಂತೆ ತೀರ್ಪು ನೀಡಿತ್ತು. ಇದರ ಸಂಬಂಧವಾಗಿ ಸರ್ಕಾರ ಜಸ್ಟೀಸ್ ನಾಗಮೋಹನದಾಸ್ ರವರ ಆಯೋಗ ರಚನೆ ಮಾಡಿ ಅವರಿಂದ ವರದಿ — [44, 1456, 270, 1771]
story5-divider — [764, 1910, 1468, 1911]
story1-col4: ನಡೆಯುತ್ತವೆ ಅಂತಹ ಸಮಯದಲ್ಲಿ ಗಂಡು ಅಥವಾ ಹೆಣ್ಣು ಇಬ್ಬರಲ್ಲಿ ಒಬ್ಬರು ಸೋಲುವಂತೆ ಆ ರೀತಿ ಸೋತರೆ ಮಾತ್ರ ಸಂಸಾರದ ಯಾನ ನೆಮ್ಮದಿಯಿಂದ ಸಾಗಲು ಸಾಧ್ಯವಾಗುತ್ತದೆ ಇಲ್ಲವಾದಲ್ಲಿ ನಿಮ್ಮ ಸಂಸಾರದಲ್ಲಿ ಒಡಕು ಉಂಟಾಗಿ ಸಂಸಾರ ಬೀದಿಗೆ ಬರುತ್ತದೆ ಹಾಗಾಗಿ ಜೀವನದಲ್ಲಿ ಗಂಡು ಹೆಣ್ಣಿನ ನಡುವೆ ಹೊಂದಾಣಿಕೆ ಮುಖ್ಯವಾಗಿರುತ್ತದೆ ಅದನ್ನ ಇಬ್ಬರು ಅರಿತು ಬಾಳಬೇಕು ಎಂದು ಮಹಿಳೆಯರಿಗೆ ಕಿವಿ ಮಾತು ತಿಳಿಸಿದರು. ಗಂಡು ಹೆಣ್ಣು ಇಬ್ಬರು ಒಂದೇ ಸ್ತರದಲ್ಲಿ ಕೆಲಸ ನಿರ್ವಹಿಸುವಲ್ಲಿ ಗಂಡಸರು ಮಹಿಳೆಯರನ್ನು ಗೌರವದಿಂದ ಕಾಣಬೇಕು ಯಾಕೆಂದರೆ ನಿಮ್ಮಗಳ ಅಕ್ಕ ತಂಗಿ ನಿಮ್ಮ ತಾಯಿ ಕೂಡ ಒಂದು ಹೆಣ್ಣು ಎಂಬುದನ್ನು ಅರಿತು ನಿಮ್ಮ ಜೊತೆ ಕೆಲಸ ಮಾಡುವ ಹೆಣ್ಣಿಗೆ ಗೌರವ ನೀಡಿ ಅವರನ್ನ ಒಳ್ಳೆಯ ದೃಷ್ಟಿಯಿಂದ ನೋಡಬೇಕು ಎಂದು ಪುರುಷ ಉದ್ಯೋಗಿಗಳಿಗೆ ಸಲಹೆ ನೀಡಿದರು. ಕಾರ್ಖಾನೆಯ ಮಾನವ ಸಂಪನ್ಮೂಲ ಮುಖ್ಯಸ್ಥರಾದ ಸಿದ್ದರಾಜು ಮಾತನಾಡಿ, ಇಂದು ಕಂಪನಿಯಲ್ಲಿ ಮಹಿಳಾ ದಿನಾಚರಣೆ ಆಚರಿಸುತ್ತಿರುವುದು ತುಂಬು ಸಂತಸದ ವಿಚಾರವಾಗಿದೆ ಈ ಸಮಯದಲ್ಲಿ ಮಹಿಳಾ ಉದ್ಯೋಗಿಗಳಿಗೆ ತಿಳಿಸುವುದೇನೆಂದರೆ ನಿಮ್ಮಲ್ಲಿ ಯಾರಿಗೆ ಯಾವುದೇ ರೀತಿಯ ತೊಂದರೆ ಆದಲ್ಲಿ ಅವರು ನೇರವಾಗಿ ಬಂದು ನಮಗೆ ತಿಳಿಸಿದಲ್ಲಿ ಅದಕ್ಕೆ ನಾವು ಸೂಕ್ತ ಪರಿಹಾರವನ್ನು ನೀಡಲು ಸದಾ ಸಿದ್ಧರಿರುತ್ತೇವೆ. ಯಾಕೆಂದರೆ ನಿಮಗೆ ಉದ್ಯೋಗ ಎಷ್ಟು ಅವಶ್ಯವೋ ನಮ್ಮ ಕಂಪನಿಗೆ ನಿಮ್ಮಂತಹ ಮಹಿಳಾ ಉದ್ಯೋಗಿಗಳ ಅವಶ್ಯಕತೆ ಅಷ್ಟೇ ಇದೆ ಆದ ಕಾರಣ ಮಹಿಳಾ ಉದ್ಯೋಗಿಗಳು ಯಾವುದೇ ಸಂಕೋಚ ಪಡದೆ ಬಂದು ನಿಮ್ಮ ಸಮಸ್ಯೆಗಳನ್ನ ಹೇಳಲು — [1007, 225, 1233, 691]
page-number: Page: 3 — [1171, 84, 1225, 101]
story3-headline: ಮಹಿಳೆಯರು ಸ್ವಾವಲಂಬಿಗಳಾಗಿ ಬದುಕು ಕಟ್ಟಿಕೊಳ್ಳಿ — [884, 791, 1348, 826]
issue-date: Date:12- 03-2026 Thursday — [580, 83, 799, 99]
story7-col1: ಹುಳಿಯಾರು: ಹುಳಿಯಾರು ಸಮೀಪದ ದೊಡ್ಡಎಣ್ಣೇಗೆರೆಯ ಜ್ಞಾನ ಭಾರತಿ ಹೈಯರ್ ಪ್ರೈಮರಿ ಶಾಲೆಯಲ್ಲಿ ಅಂತರಾಷ್ಟ್ರೀಯ ಮಹಿಳಾ ದಿನಾಚರಣೆಯನ್ನು ಅತ್ಯಂತ ಅರ್ಥಪೂರ್ಣವಾಗಿ ಆಚರಿಸಲಾಯಿತು. ಸಮಾಜದ ಪ್ರಗತಿಯಲ್ಲಿ ಮಹಿಳೆಯರ ಪಾತ್ರ ಮತ್ತು ಅವರ ನಿಸ್ವಾರ್ಥ ಸೇವೆಯನ್ನು ಸ್ಮರಿಸುವ ಉದ್ದೇಶದಿಂದ ಈ ಕಾರ್ಯಕ್ರಮವನ್ನು ಹಮ್ಮಿಕೊಳ್ಳಲಾಗಿತ್ತು. ಕಾರ್ಯಕ್ರಮದ ನೇತೃತ್ವ ವಹಿಸಿದ್ದ ಸಂಸ್ಥೆಯ ಕಾರ್ಯದರ್ಶಿಗಳಾದ ಅನಂತ ಪ್ರಶಾಂತ್ ಅವರು ಶಾಲೆಯ ಎಲ್ಲಾ ಶಿಕ್ಷಕಿಯರಿಗೆ ಹಾಗೂ ಮಹಿಳಾ ಸಿಬ್ಬಂದಿಗೆ ಶುಭ ಕೋರಿದರು. ಭಾರತೀಯ ಸಂಸ್ಕೃತಿಯ ಗೌರವದ — [764, 1972, 989, 2155]
story2-col3: ಮಂಡಲ ಅಧ್ಯಕ್ಷ ಶ್ರೀನಿವಾಸ್, ನಟರಾಜ್, ಎಸ್.ಟಿ.ಮೋರ್ಚಾ ಅಧ್ಯಕ್ಷ ತೇಜಸ್ವರ್, ಮಹಿಳಾ ಮೋರ್ಚಾದ ಪದ್ಮಮ್ಮ, ಶಾಂತಲಕ್ಷ್ಮೀ, ಚಿತ್ರಾ, ಭವ್ಯ, ಮಂಜುನಾಥ್, ಸುಷ್ಮಾರಾಜೇಶ್, ರಮ್ಯ, ಸುಮಿತ್ರಮ್ಮ, ಗೀತಾ, ರಂಗನಾಥಪ್ಪ, ಸುಕನ್ಯ, ಮುಖಂಡರಾದ ಕುಮಾರ್ ಮಾಸ್ಟರ್, ಲಕ್ಷ್ಮೀಕಾಂತ್, ಹನುಮಂತರಾಜು, ರಮೇಶ್, ಉಮೇಶ್, ತಮ್ಮಯ್ಯ, ಮೂಗನಹಳ್ಳಿ ರಾಮು, ದೇವರಾಜು ಎಸ್.ಆರ್.ಎಸ್, ವಿಜಯ್ ಕುಮಾರ್, ಲೀಲಾಶಂಕರಪ್ಪ, ಶ್ರೀಕಾಂತ್, ನಾಗರಾಜು, ಕಡವಿಗೆರೆ ದೇವರಾಜ್ ಸಮಿತಿ ಅಧ್ಯಕ್ಷ ಜಯರಾಮಯ್ಯ, ಮಾಜಿ ತಾ.ಪಂ. ಸದಸ್ಯ ಭಾಸ್ಕರ್ ಮಂಜುನಾಥ್, ಬಿ.ಶ್ರೀಕಾಂತ್ ವೆಂಕಟೇಶ್, ಆರ್.ವಿ.ಶಂಕರ್, ಶೇಷಾದ್ರಿ ಗೌಡ, ಚಂದ್ರಶೇಖರ್, ಉಮಾದೇವಿ ನೇರಡಂತೆ ಹಲವರು ಹಾಜರಿದ್ದರು. — [520, 1106, 751, 1327]
masthead — [44, 78, 360, 108]
photo-sign-text: ಸರ್ಕಾರಿ ಕಚೇರಿ — [486, 1465, 544, 1480]
story2-col1: ಶಿರಾ : ಯುಗಾದಿ ಹಬ್ಬ ಹಿಂದೂಗಳಿಗೆ ಹೊಸ ವರ್ಷ ನಮ್ಮ ಹಿಂದೂ ಸಂಸ್ಕೃತಿಯ ಹಬ್ಬಗಳನ್ನು ನಾವೆಲ್ಲರೂ ವಿಶೇಷ ರೀತಿಯಲ್ಲಿ ಆಚರಿಸಿ ಸಂಭ್ರಮಿಸಬೇಕು. ಹಾಗೂ ನಮ್ಮ ಸನಾತನ ಹಿಂದೂ ಧರ್ಮವನ್ನು ಉಳಿಸಿ ಬೆಳೆಸಬೇಕಾಗಿದೆ ಎಂದು ವಿಧಾನ ಪರಿಷತ್ ಸದಸ್ಯ ಚಿದಾನಂದ್ ಎಂ.ಗೌಡ ಹೇಳಿದರು. ಅವರು ಶಿರಾ ತಾಲೂಕಿನ ಚಿಕ್ಕನಹಳ್ಳಿ ಹಾಗೂ ದೊಡ್ಡನಹಳ್ಳಿ ಗ್ರಾಮದಲ್ಲಿ ವಿಶ್ವ ಮಹಿಳಾ ದಿನಾಚರಣೆ, ಯುಗಾದಿ ಹಾಗೂ ಶ್ರೀ ರಾಮನವಮಿ ಹಬ್ಬದ ಪ್ರಯುಕ್ತ ಚಿದಾನಂದ್ ಎಂ.ಗೌಡ ಅಭಿಮಾನಿ ಬಳಗದಿಂದ ಹಮ್ಮಿಕೊಂಡಿದ್ದ ಮಹಿಳೆಯರಿಗೆ ರಂಗೋಲಿ ಸ್ಪರ್ಧೆಯಲ್ಲಿ ವಿಜೇತರಿಗೆ ಬಹುಮಾನ ವಿತರಿಸಿ ಮಾತನಾಡಿದರು. ರಂಗೋಲಿ ನಮ್ಮ ನಾಡಿನ ಸಂಸ್ಕೃತಿಯ ಪ್ರತೀಕ. ಪ್ರತಿ ಮಹಿಳೆಯರು ತಮ್ಮ ಮನೆಯ ಮುಂದೆ ದಿನ ನಿತ್ಯ ಒಂದಿಲ್ಲೊಂದು ರೀತಿಯ ರಂಗೋಲಿ ಬಿಡುತ್ತಾರೆ. ಇದು ಶುಭಸೂಚಕವಾಗಿರುತ್ತದೆ. ಆದ್ದರಿಂದ ಮಹಿಳೆಯರನ್ನು ಪ್ರೋತ್ಸಾಹಿಸಲು ತಾಲೂಕಿನ 295 ಗ್ರಾಮಗಳಲ್ಲೂ ರಂಗೋಲಿ ಸ್ಪರ್ಧೆ ಏರ್ಪಡಿಸಿದ್ದೇವೆ ಎಂದು ಅವರು ಹೇಳಿದರು. — [44, 885, 277, 1181]
story7-col2: ಸುಂದರವಾಗಿದ್ದಾರೆ. ಶಾಲೆಯ ಅಭಿವೃದ್ಧಿಯಲ್ಲಿ ಹಾಗೂ ಮಕ್ಕಳ ಭವಿಷ್ಯ ರೂಪಿಸುವಲ್ಲಿ ಶಿಕ್ಷಕಿಯರ ಪಾತ್ರ ಮಹತ್ವದ್ದಾಗಿದೆ. ಮಹಿಳಾ ಸಿಬ್ಬಂದಿಯ ಸಹಕಾರ ಅಪಾರವಾದುದು," ಎಂದು ಪ್ರಶಂಸಿಸಿದರು. ಶಾಲೆಯ ಎಲ್ಲಾ ತಾಯಂದಿರು, ಶಿಕ್ಷಕಿಯರು ಹಾಗೂ ಪೋಷಕರು ಕೂಡ ಮಹಿಳಾ ದಿನದ ಶುಭಾಶಯಗಳನ್ನು ಕೋರಿದ ಸಂಸ್ಥೆಯು, ಮಕ್ಕಳ ಶಿಕ್ಷಣಕ್ಕೆ ಅವರು ನೀಡುತ್ತಿರುವ ಬೆಂಬಲಕ್ಕೆ ಹೃತ್ಪೂರ್ವಕ ಧನ್ಯವಾದಗಳನ್ನು ಸಲ್ಲಿಸಿತು. ಕಾರ್ಯಕ್ರಮದಲ್ಲಿ ಸಂಸ್ಥೆಯ ಅಧ್ಯಕ್ಷರಾದ ಡಿ.ಎನ್.ಪ್ರಶಾಂತ್, ಕೋ ಆರ್ಡಿನೇಟರ್ ಸೂರ್ಯ ನಾಯ್ಕ್, ಶಿಕ್ಷಕರಾದ ಲತಾ, ಚೈತ್ರ, ರಮ್ಯ, ಶೈಲ, ಮೋನಿಕಾ, ನಾಗವೇಣಿ ಹಾಗೂ ಸಿಬ್ಬಂದಿಗಳು ಇದ್ದರು. — [1235, 1972, 1468, 2174]
story7-photo — [998, 1970, 1224, 2158]
story1-photo-caption: ತೊಂದರೆಯಲ್ಲಿ ಸಿಲುಕಿದ ಮಹಿಳೆಯರ ಸಹಾಯಕ್ಕಾಗಿ ಸಹಾಯವಾಣಿಗಳನ್ನು ರೂಪಿಸಿಲಾಗಿದೆ, ಮಹಿಳೆಯರ ಕಲ್ಯಾಣಕ್ಕಾಗಿ ಎಸ್‌ಬಿಟಿ, ಗರ್ಲ್ಸ್ ರೂಪಿಸಿದ್ದು ಮಹಿಳಾ ಸಂಘಗಳನ್ನು ಮಾಡಿದೆ ಜೊತೆಗೆ ಮಹಿಳೆಯರಿಗೆ ಕಾನೂನು ಸಲಹೆ ನೀಡಲು ಉಚಿತ ಜಿಲ್ಲಾ ಕಾನೂನು ಸೇವೆಗಳನ್ನು ಸ್ಥಾಪಿಸಿದೆ ಮಹಿಳೆಯರು ಇವುಗಳ ಸದುಪಯೋಗ ಪಡೆದುಕೊಳ್ಳಬೇಕಾಗಿದೆ ಎಂದು ಮಹಿಳೆಯರಿಗೆ ಸಲಹೆ ನೀಡಿದರು. ದಾಂಪತ್ಯ ಜೀವನದಲ್ಲಿ ವಿರಸ ಹೆಚ್ಚಾಗಿ ಸಂಸಾರ ಹಾಳು ಮಾಡುವ ಸುಧಾರಣೆಗೆ ಪ್ರತಿಯೊಂದು ಮನೆಯಲ್ಲೂ ಈ ವಿರುಕಿಲ, ಸಣ್ಣಪುಟ್ಟ ಕಲಹಗಳು — [532, 557, 984, 645]
story5-headline: ಗುಡಿ ಗೋಪುರಗಳ ನಿರ್ಮಾಣ ಸಮಾಜದಲ್ಲಿ ಸಾಮರಸ್ಯ — [858, 1406, 1374, 1443]
story2-headline-line1: ಹಿಂದೂ ಸಂಸ್ಕೃತಿಯ ಹಬ್ಬಗಳನ್ನು ನಾವೆಲ್ಲರೂ ವಿಶೇಷ — [194, 789, 602, 819]
story2-headline-line2: ರೀತಿಯಲ್ಲಿ ಆಚರಿಸಿ ಸಂಭ್ರಮಿಸಬೇಕು: ಚಿದಾನಂದ್ ಎಂ.ಗೌಡ — [164, 836, 631, 866]
story2-col2: ತಾಲೂಕಿನಲ್ಲಿ ಕಟ್ಟಕಡೆಯ ಮಗುವಿಗೂ ಉತ್ತಮ ಶಿಕ್ಷಣ ದೊರಕಬೇಕೆಂಬುದು ನನ್ನ ಧ್ಯೇಯ. ನನ್ನ ದೂರ ದೃಷ್ಟಿ ಬಡ ಮಕ್ಕಳು ಉನ್ನತ ವಿದ್ಯಾಭ್ಯಾಸ ಪಡೆಯಬೇಕೆಂಬುದು. ಈ ನಿಟ್ಟಿನಲ್ಲಿ ಈಗಾಗಲೇ 6 ಸರ್ಕಾರಿ ಶಾಲೆಗಳನ್ನು ಹೈಟೆಕ್ ಮಾದರಿಯಲ್ಲಿ ನಿರ್ಮಿಸಿದ್ದೇನೆ. ಮುಂದೆಯೂ ಸಹ ಪ್ರತಿ ಗ್ರಾಮದಲ್ಲೂ ಒಂದೊಂದು ಹೈಟೆಕ್ ಮಾದರಿಯಲ್ಲಿ ಸರ್ಕಾರಿ ಶಾಲೆ ನಿರ್ಮಿಸುತ್ತೇನೆ. ಜನರು ನನಗೆ ಆಶೀರ್ವಾದ ಮಾಡಬೇಕು ಎಂದರು. ಕಾರ್ಯಕ್ರಮದಲ್ಲಿ ಬಿಜೆಪಿ ಮಧುಗಿರಿ ಸಂಘಟನಾತ್ಮಕ ಜಿಲ್ಲಾ ಉಪಾಧ್ಯಕ್ಷ ಹೊನ್ನಗೊಂಡನಹಳ್ಳಿ ಚಿಕ್ಕಣ್ಣ, ತಾಲೂಕು ಪ್ರಧಾನ ಕಾರ್ಯದರ್ಶಿ ಭಾಸ್ಕರ್, ಉಪಾಧ್ಯಕ್ಷ ಸುರೇಶ್,ನಗರ — [285, 1106, 511, 1289]
